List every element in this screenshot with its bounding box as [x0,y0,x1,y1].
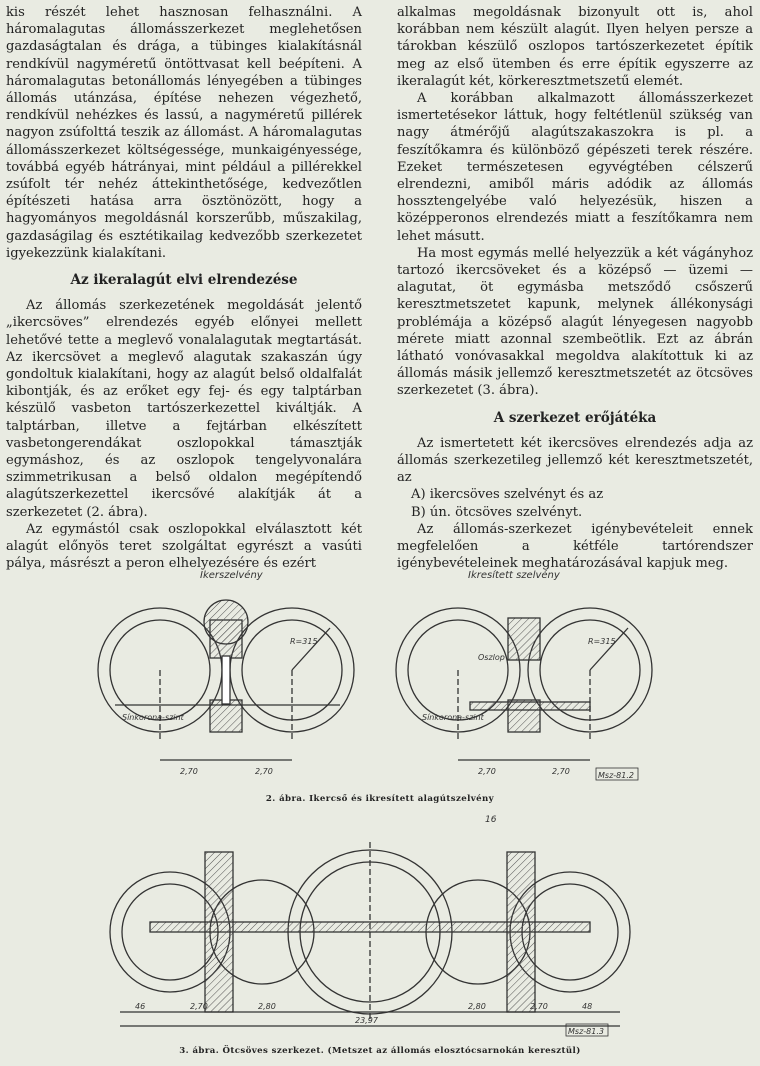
right-column [397,4,753,573]
figure-tag: Msz-81.2 [598,771,634,780]
paragraph: Az egymástól csak oszlopokkal elválasztott két alagút előnyös teret szolgáltat egyrészt a vasúti pálya, másrészt a peron elhelyezésére és ezért [6,521,362,572]
paragraph: kis részét lehet hasznosan felhasználni. A háromalagutas állomásszerkezet meglehetősen gazdaságtalan és drága, a tübinges kialakításnál rendkívül nagyméretű öntöttvasat kell beépíteni. A háromalagutas betonállomás lényegében a tübinges állomás utánzása, építése nehezen végezhető, rendkívül nehézkes és lassú, a nagyméretű pillérek nagyon zsúfolttá teszik az állomást. A háromalagutas állomásszerkezet költségessége, munkaigényessége, továbbá egyéb hátrányai, mint például a pillérekkel zsúfolt tér nehéz áttekinthetősége, kedvezőtlen építészeti hatása arra ösztönözött, hogy a hagyományos megoldásnál korszerűbb, műszakilag, gazdaságilag és esztétikailag kedvezőbb szerkezetet igyekezzünk kialakítani. [6,5,362,261]
figure-3-caption: 3. ábra. Ötcsöves szerkezet. (Metszet az állomás elosztócsarnokán keresztül) [179,1046,581,1056]
dimension-label: 2,70 [190,1002,208,1011]
paragraph: Az állomás-szerkezet igénybevételeit ennek megfelelően a kétféle tartórendszer igénybevételeinek meghatározásával kapjuk meg. [397,521,753,572]
figure-label: Ikerszelvény [200,570,263,581]
paragraph: Ha most egymás mellé helyezzük a két vágányhoz tartozó ikercsöveket és a középső — üzemi — alagutat, öt egymásba metsződő csőszerű keresztmetszetet kapunk, melynek állékonysági problémája a középső alagút lényegesen nagyobb mérete miatt azonnal szembeötlik. Ezt az ábrán látható vonóvasakkal megoldva alakítottuk ki az állomás másik jellemző keresztmetszetét az ötcsöves szerkezetet (3. ábra). [397,245,753,399]
annotation: Oszlop [478,653,505,662]
figure-2-drawing [0,560,760,790]
figure-2-caption: 2. ábra. Ikercső és ikresített alagútszelvény [265,794,495,804]
left-column [6,4,362,573]
dimension-label: 2,70 [530,1002,548,1011]
dimension-label: R=315 [290,637,318,646]
dimension-label: R=315 [588,637,616,646]
list-item: A) ikercsöves szelvényt és az [411,487,604,503]
list-item: B) ún. ötcsöves szelvényt. [411,504,583,520]
figure-3-drawing [0,812,760,1044]
paragraph: Az állomás szerkezetének megoldását jelentő „ikercsöves” elrendezés egyéb előnyei mellett lehetővé tette a meglevő vonalalagutak megtartását. Az ikercsövet a meglevő alagutak szakaszán úgy gondoltuk kialakítani, hogy az alagút belső oldalfalát kibontják, és az erőket egy fej- és egy talptárban készülő vasbeton tartószerkezettel kiváltják. A talptárban, illetve a fejtárban elkészített vasbetongerendákat oszlopokkal támasztják egymáshoz, és az oszlopok tengelyvonalára szimmetrikusan a belső oldalon megépítendő alagútszerkezettel ikercsővé alakítják át a szerkezetet (2. ábra). [6,298,362,520]
dimension-label: 23,97 [355,1016,378,1025]
paragraph: alkalmas megoldásnak bizonyult ott is, ahol korábban nem készült alagút. Ilyen helyen persze a tárokban készülő oszlopos tartószerkezetet építik meg az első ütemben és erre építik egyszerre az ikeralagút két, körkeresztmetszetű elemét. [397,5,753,89]
figure-tag: Msz-81.3 [568,1027,604,1036]
dimension-label: 2,70 [552,767,570,776]
dimension-label: 2,70 [478,767,496,776]
dimension-label: 16 [485,815,497,825]
dimension-label: 2,80 [258,1002,276,1011]
annotation: Sínkorona-szint [422,713,484,722]
dimension-label: 48 [582,1002,593,1011]
dimension-label: 2,70 [255,767,273,776]
annotation: Sínkorona-szint [122,713,184,722]
paragraph: Az ismertetett két ikercsöves elrendezés adja az állomás szerkezetileg jellemző két keresztmetszetét, az [397,435,753,486]
dimension-label: 2,80 [468,1002,486,1011]
section-heading: A szerkezet erőjátéka [493,409,657,426]
figure-label: Ikresített szelvény [468,570,560,581]
section-heading: Az ikeralagút elvi elrendezése [70,272,298,289]
paragraph: A korábban alkalmazott állomásszerkezet ismertetésekor láttuk, hogy feltétlenül szükség van nagy átmérőjű alagútszakaszokra is pl. a feszítőkamra és különböző gépészeti terek részére. Ezeket természetesen egyvégtében célszerű elrendezni, amiből máris adódik az állomás hossztengelyébe való helyezésük, hiszen a középperonos elrendezés miatt a feszítőkamra nem lehet másutt. [397,91,753,244]
dimension-label: 2,70 [180,767,198,776]
dimension-label: 46 [135,1002,146,1011]
